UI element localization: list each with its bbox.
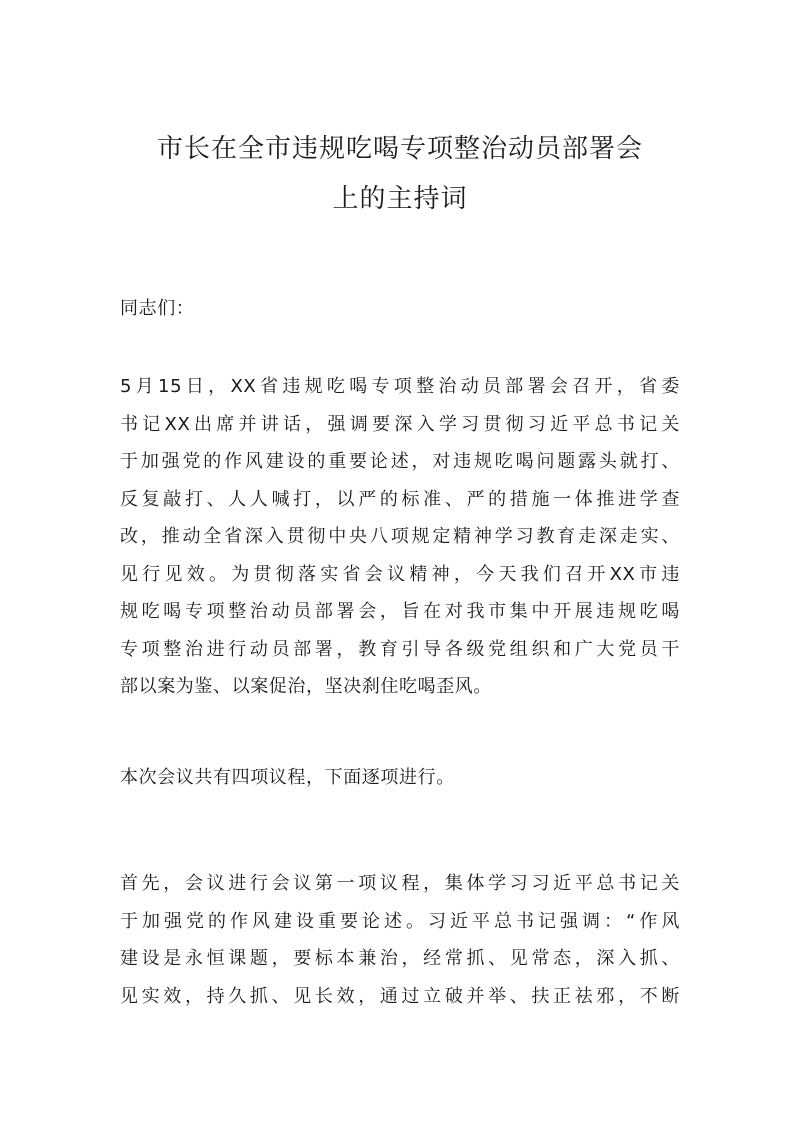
paragraph-3: [120, 865, 680, 1015]
paragraph-1-line: 规吃喝专项整治动员部署会，旨在对我市集中开展违规吃喝: [120, 601, 680, 622]
paragraph-2-text: 本次会议共有四项议程，下面逐项进行。: [120, 767, 455, 788]
paragraph-2: [120, 759, 680, 797]
paragraph-1-line: 书记XX出席并讲话，强调要深入学习贯彻习近平总书记关: [120, 413, 680, 435]
paragraph-1-line: 改，推动全省深入贯彻中央八项规定精神学习教育走深走实、: [120, 526, 680, 547]
salutation-text: 同志们：: [120, 298, 195, 319]
paragraph-1-line: 5月15日，XX省违规吃喝专项整治动员部署会召开，省委: [120, 376, 680, 397]
paragraph-1-line: 于加强党的作风建设的重要论述，对违规吃喝问题露头就打、: [120, 451, 680, 472]
document-title-line-2: 上的主持词: [332, 184, 468, 214]
paragraph-1-line: 部以案为鉴、以案促治，坚决刹住吃喝歪风。: [120, 676, 492, 697]
document-title-line-1: 市长在全市违规吃喝专项整治动员部署会: [156, 134, 643, 164]
paragraph-1-line: 专项整治进行动员部署，教育引导各级党组织和广大党员干: [120, 638, 680, 660]
paragraph-1-line: 反复敲打、人人喊打，以严的标准、严的措施一体推进学查: [120, 488, 680, 510]
paragraph-3-line: 建设是永恒课题，要标本兼治，经常抓、见常态，深入抓、: [120, 948, 680, 969]
paragraph-1: [120, 368, 680, 706]
paragraph-3-line: 首先，会议进行会议第一项议程，集体学习习近平总书记关: [120, 873, 680, 894]
paragraph-1-line: 见行见效。为贯彻落实省会议精神，今天我们召开XX市违: [120, 563, 680, 585]
salutation: [120, 290, 680, 328]
paragraph-3-line: 见实效，持久抓、见长效，通过立破并举、扶正祛邪，不断: [120, 985, 680, 1007]
paragraph-3-line: 于加强党的作风建设重要论述。习近平总书记强调：“作风: [120, 910, 680, 932]
